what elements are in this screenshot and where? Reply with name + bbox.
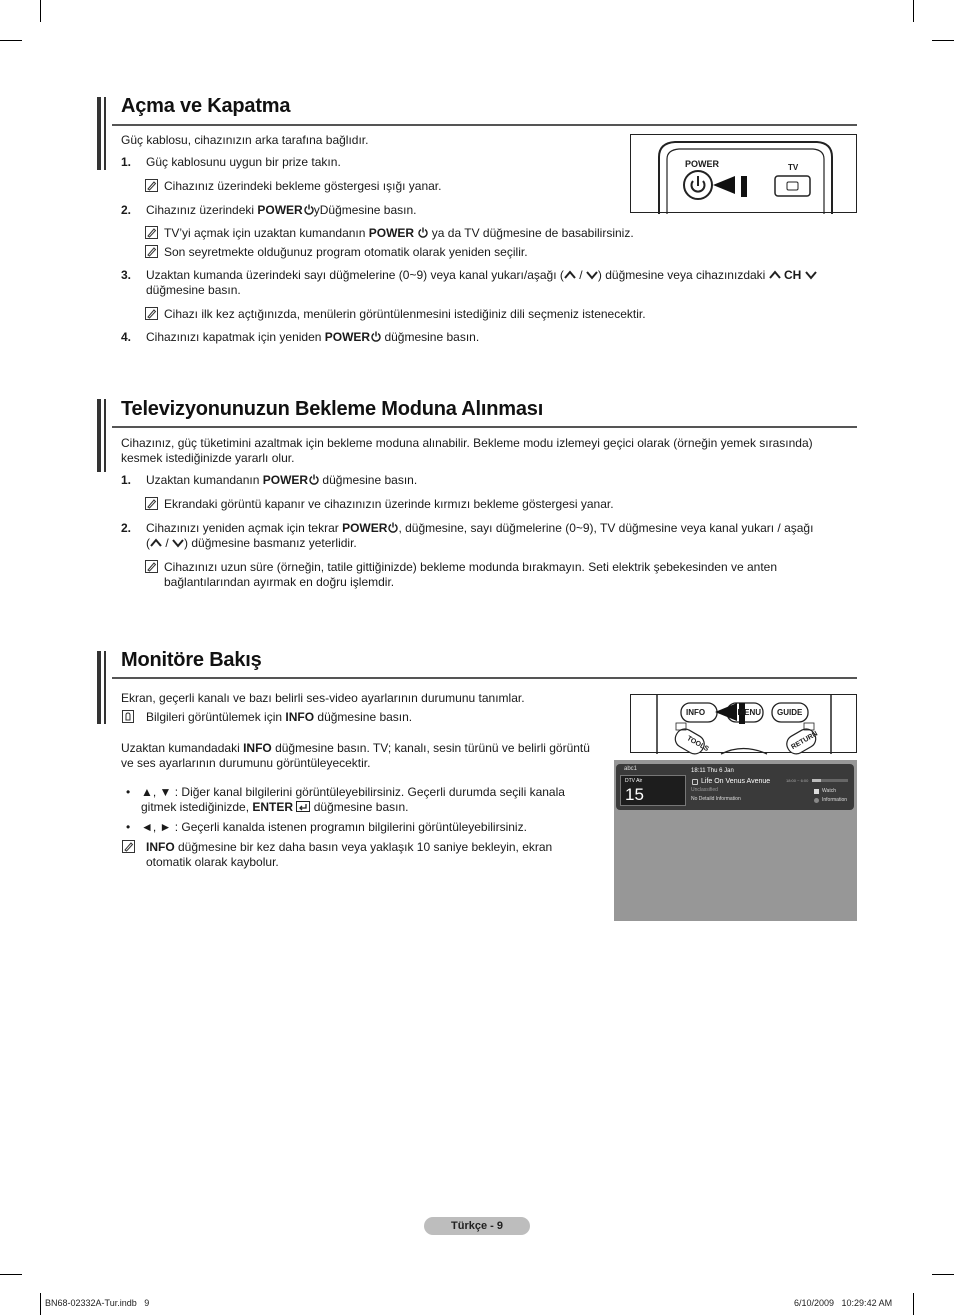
note-icon: [145, 245, 158, 258]
power-icon: [371, 331, 381, 342]
bullet: •: [126, 785, 131, 799]
osd-watch-icon: [814, 789, 819, 794]
crop-mark: [932, 1274, 954, 1275]
standby-intro-line-1: Cihazınız, güç tüketimini azaltmak için bekleme moduna alınabilir. Bekleme modu izlemeyi geçici olarak (örneğin yemek sırasında): [121, 436, 813, 450]
osd-dtv-label: DTV Air: [625, 778, 643, 784]
monitor-note-line-2: otomatik olarak kaybolur.: [146, 855, 279, 869]
osd-panel: [616, 764, 854, 810]
osd-datetime: 18:11 Thu 6 Jan: [691, 768, 734, 774]
guide-button-label: GUIDE: [777, 708, 803, 717]
power-note-1: Cihazınız üzerindeki bekleme göstergesi ışığı yanar.: [164, 179, 442, 193]
power-step-4: Cihazınızı kapatmak için yeniden POWER düğmesine basın.: [146, 330, 480, 344]
section-marker: [104, 651, 106, 724]
crop-mark: [0, 40, 22, 41]
section-marker: [97, 651, 101, 724]
note-icon: [145, 560, 158, 573]
osd-progress-fill: [812, 779, 821, 782]
section-marker: [104, 97, 106, 170]
chevron-down-icon: [172, 538, 184, 548]
osd-channel-name: abc1: [624, 766, 638, 772]
power-icon: [304, 204, 314, 215]
note-icon: [145, 307, 158, 320]
section-title-monitor: Monitöre Bakış: [121, 649, 262, 671]
step-number: 3.: [121, 268, 132, 282]
step-number: 1.: [121, 473, 132, 487]
note-icon: [145, 226, 158, 239]
crop-mark: [40, 0, 41, 22]
step-number: 2.: [121, 203, 132, 217]
power-note-4: Cihazı ilk kez açtığınızda, menülerin görüntülenmesini istediğiniz dili seçmeniz istenecektir.: [164, 307, 646, 321]
section-rule: [112, 124, 857, 126]
osd-time-range: 18:00 ~ 6:00: [786, 778, 809, 783]
chevron-up-icon: [769, 270, 781, 280]
step-number: 2.: [121, 521, 132, 535]
section-title-standby: Televizyonunuzun Bekleme Moduna Alınması: [121, 398, 544, 420]
osd-channel-box: [620, 775, 686, 806]
crop-mark: [0, 1274, 22, 1275]
page-number: Türkçe - 9: [424, 1217, 530, 1235]
osd-category: Unclassified: [691, 787, 718, 793]
crop-mark: [913, 0, 914, 22]
chevron-up-icon: [564, 270, 576, 280]
monitor-intro: Ekran, geçerli kanalı ve bazı belirli ses-video ayarlarının durumunu tanımlar.: [121, 691, 525, 705]
monitor-para-line-1: Uzaktan kumandadaki INFO düğmesine basın. TV; kanalı, sesin türünü ve belirli görüntü: [121, 741, 590, 755]
osd-info-icon: [814, 798, 819, 803]
power-icon: [388, 522, 398, 533]
power-button-label: POWER: [685, 159, 720, 169]
standby-step-2-line-2: ( / ) düğmesine basmanız yeterlidir.: [146, 536, 357, 550]
crop-mark: [40, 1293, 41, 1315]
osd-watch: Watch: [822, 788, 836, 794]
step-number: 4.: [121, 330, 132, 344]
osd-info: Information: [822, 797, 848, 803]
monitor-para-line-2: ve ses ayarlarının durumunu görüntüleyecektir.: [121, 756, 371, 770]
standby-note-2-line-1: Cihazınızı uzun süre (örneğin, tatile gittiğinizde) bekleme modunda bırakmayın. Seti elektrik şebekesinden ve anten: [164, 560, 778, 574]
crop-mark: [913, 1293, 914, 1315]
monitor-tip: Bilgileri görüntülemek için INFO düğmesine basın.: [146, 710, 413, 724]
power-icon: [418, 227, 428, 238]
section-marker: [97, 399, 101, 472]
osd-screen: [614, 760, 857, 921]
monitor-bullet-2: ◄, ► : Geçerli kanalda istenen programın bilgilerini görüntüleyebilirsiniz.: [141, 820, 527, 834]
section-title-power: Açma ve Kapatma: [121, 95, 291, 117]
osd-program: Life On Venus Avenue: [701, 778, 771, 785]
osd-detail: No Detaild Information: [691, 796, 741, 802]
crop-mark: [932, 40, 954, 41]
chevron-down-icon: [586, 270, 598, 280]
note-icon: [145, 179, 158, 192]
section-marker: [104, 399, 106, 472]
osd-channel-number: 15: [625, 785, 644, 804]
standby-note-2-line-2: bağlantılarından ayırmak en doğru işlemdir.: [164, 575, 395, 589]
section-rule: [112, 677, 857, 679]
power-step-2: Cihazınız üzerindeki POWER yDüğmesine basın.: [146, 203, 417, 217]
return-button-label: RETURN: [790, 730, 819, 752]
note-icon: [145, 497, 158, 510]
tv-button-label: TV: [788, 163, 799, 172]
footer-file: BN68-02332A-Tur.indb 9: [45, 1298, 150, 1308]
remote-illustration-power: [630, 134, 857, 213]
note-icon: [122, 840, 135, 853]
footer-date: 6/10/2009 10:29:42 AM: [794, 1298, 893, 1308]
monitor-bullet-1-line-2: gitmek istediğinizde, ENTER düğmesine basın.: [141, 800, 409, 814]
osd-program-icon: [692, 779, 698, 785]
step-number: 1.: [121, 155, 132, 169]
power-note-2: TV’yi açmak için uzaktan kumandanın POWER ya da TV düğmesine de basabilirsiniz.: [164, 226, 634, 240]
power-step-3-line-1: Uzaktan kumanda üzerindeki sayı düğmelerine (0~9) veya kanal yukarı/aşağı ( / ) düğmesine veya cihazınızdaki CH: [146, 268, 817, 283]
standby-step-1: Uzaktan kumandanın POWER düğmesine basın.: [146, 473, 418, 487]
section-marker: [97, 97, 101, 170]
info-button-label: INFO: [686, 708, 706, 717]
bullet: •: [126, 820, 131, 834]
standby-note-1: Ekrandaki görüntü kapanır ve cihazınızın üzerinde kırmızı bekleme göstergesi yanar.: [164, 497, 614, 511]
tip-icon: [122, 710, 134, 723]
monitor-bullet-1-line-1: ▲, ▼ : Diğer kanal bilgilerini görüntüleyebilirsiniz. Geçerli durumda seçili kanala: [141, 785, 565, 799]
section-rule: [112, 426, 857, 428]
standby-intro-line-2: kesmek istediğinizde yararlı olur.: [121, 451, 295, 465]
standby-step-2-line-1: Cihazınızı yeniden açmak için tekrar POWER , düğmesine, sayı düğmelerine (0~9), TV düğmesine veya kanal yukarı / aşağı: [146, 521, 814, 535]
osd-progress-bar: [812, 779, 848, 782]
menu-button-label: MENU: [737, 708, 761, 717]
chevron-up-icon: [150, 538, 162, 548]
remote-illustration-info: [630, 694, 857, 753]
tools-button-label: TOOLS: [685, 735, 710, 754]
power-icon: [309, 474, 319, 485]
chevron-down-icon: [805, 270, 817, 280]
power-step-3-line-2: düğmesine basın.: [146, 283, 241, 297]
power-note-3: Son seyretmekte olduğunuz program otomatik olarak yeniden seçilir.: [164, 245, 528, 259]
power-step-1: Güç kablosunu uygun bir prize takın.: [146, 155, 341, 169]
monitor-note-line-1: INFO düğmesine bir kez daha basın veya yaklaşık 10 saniye bekleyin, ekran: [146, 840, 553, 854]
enter-icon: [296, 801, 310, 812]
power-intro: Güç kablosu, cihazınızın arka tarafına bağlıdır.: [121, 133, 369, 147]
